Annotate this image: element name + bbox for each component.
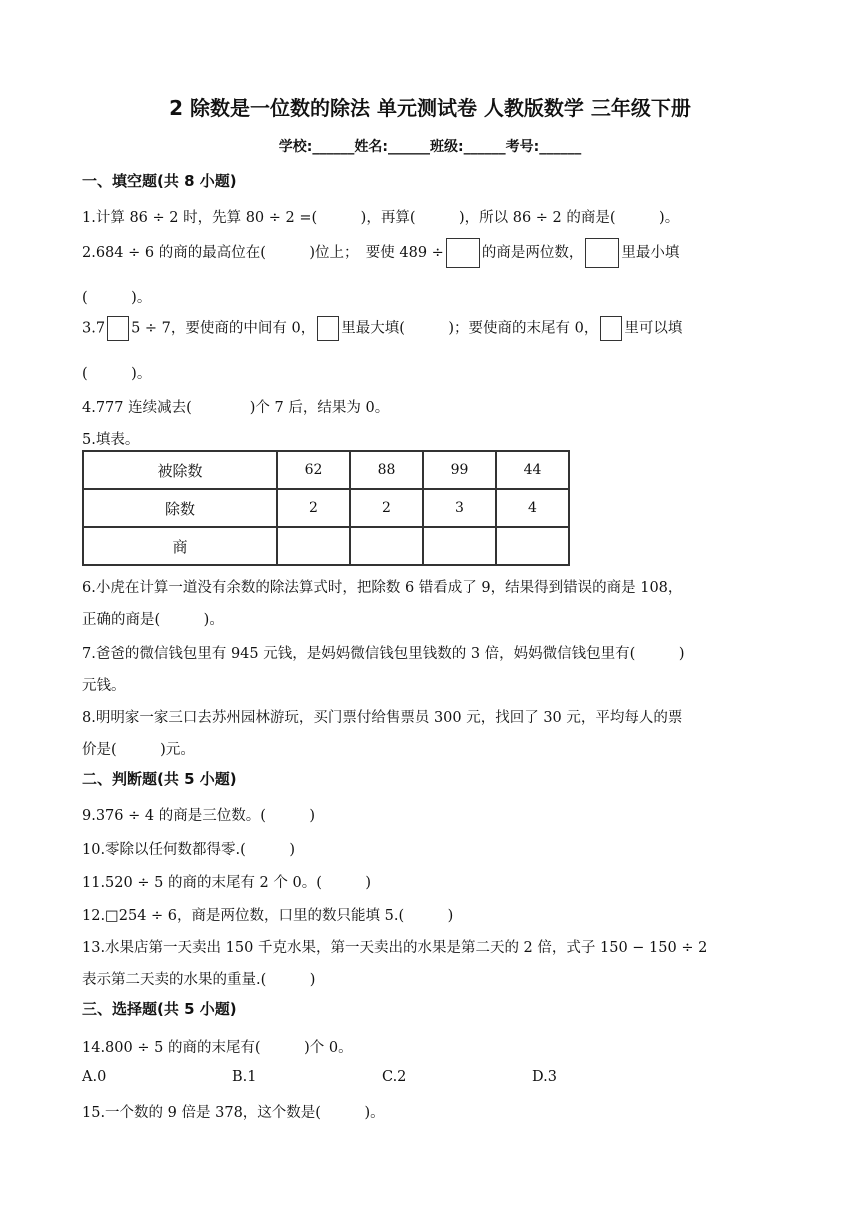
table-cell: 3 [423, 489, 496, 527]
table-cell: 99 [423, 451, 496, 489]
question-12: 12.□254 ÷ 6，商是两位数，口里的数只能填 5.( ) [82, 908, 454, 924]
option-d[interactable]: D.3 [532, 1069, 557, 1085]
question-13-line-1: 13.水果店第一天卖出 150 千克水果，第一天卖出的水果是第二天的 2 倍，式子 150 − 150 ÷ 2 [82, 940, 708, 956]
question-2-part-a: 2.684 ÷ 6 的商的最高位在( )位上； 要使 489 ÷ [82, 245, 444, 261]
section-fill-blank: 一、填空题(共 8 小题) [82, 172, 237, 190]
question-3-blank: ( )。 [82, 366, 152, 382]
question-1: 1.计算 86 ÷ 2 时，先算 80 ÷ 2 =( )，再算( )，所以 86 ÷ 2 的商是( )。 [82, 210, 680, 226]
question-15: 15.一个数的 9 倍是 378，这个数是( )。 [82, 1105, 385, 1121]
question-3-part-d: 里可以填 [624, 320, 683, 337]
section-multiple-choice: 三、选择题(共 5 小题) [82, 1000, 237, 1018]
question-8-line-2: 价是( )元。 [82, 742, 195, 758]
question-4: 4.777 连续减去( )个 7 后，结果为 0。 [82, 400, 390, 416]
answer-box[interactable] [107, 316, 129, 341]
table-cell: 商 [83, 527, 277, 565]
table-cell: 44 [496, 451, 569, 489]
question-7-line-2: 元钱。 [82, 678, 126, 694]
page-title: 2 除数是一位数的除法 单元测试卷 人教版数学 三年级下册 [169, 96, 691, 120]
answer-cell[interactable] [423, 527, 496, 565]
answer-box[interactable] [585, 238, 619, 268]
question-2-blank: ( )。 [82, 290, 152, 306]
table-row [83, 451, 569, 489]
option-b[interactable]: B.1 [232, 1069, 257, 1085]
question-2-part-c: 里最小填 [621, 245, 680, 261]
table-cell: 2 [277, 489, 350, 527]
question-14: 14.800 ÷ 5 的商的末尾有( )个 0。 [82, 1040, 353, 1056]
table-cell: 2 [350, 489, 423, 527]
question-2-part-b: 的商是两位数， [481, 245, 584, 261]
table-cell: 4 [496, 489, 569, 527]
question-13-line-2: 表示第二天卖的水果的重量.( ) [82, 972, 316, 988]
option-c[interactable]: C.2 [382, 1069, 407, 1085]
question-6-line-2: 正确的商是( )。 [82, 612, 224, 628]
question-3-part-c: 里最大填( )；要使商的末尾有 0， [341, 320, 599, 337]
question-6-line-1: 6.小虎在计算一道没有余数的除法算式时，把除数 6 错看成了 9，结果得到错误的商是 108， [82, 580, 683, 596]
table-cell: 被除数 [83, 451, 277, 489]
option-a[interactable]: A.0 [82, 1069, 107, 1085]
question-3-part-a: 3.7 [82, 320, 106, 337]
answer-cell[interactable] [350, 527, 423, 565]
question-11: 11.520 ÷ 5 的商的末尾有 2 个 0。( ) [82, 875, 372, 891]
question-10: 10.零除以任何数都得零.( ) [82, 842, 295, 858]
answer-cell[interactable] [496, 527, 569, 565]
table-row [83, 527, 569, 565]
table-cell: 88 [350, 451, 423, 489]
section-true-false: 二、判断题(共 5 小题) [82, 770, 237, 788]
question-3 [82, 316, 682, 341]
question-8-line-1: 8.明明家一家三口去苏州园林游玩，买门票付给售票员 300 元，找回了 30 元，平均每人的票 [82, 710, 683, 726]
answer-box[interactable] [317, 316, 339, 341]
question-9: 9.376 ÷ 4 的商是三位数。( ) [82, 808, 316, 824]
question-2 [82, 238, 679, 268]
table-cell: 62 [277, 451, 350, 489]
answer-cell[interactable] [277, 527, 350, 565]
answer-box[interactable] [600, 316, 622, 341]
question-3-part-b: 5 ÷ 7，要使商的中间有 0， [131, 320, 316, 337]
answer-box[interactable] [446, 238, 480, 268]
division-table [82, 450, 570, 566]
question-7-line-1: 7.爸爸的微信钱包里有 945 元钱，是妈妈微信钱包里钱数的 3 倍，妈妈微信钱包里有( ) [82, 646, 685, 662]
student-info-line: 学校:______姓名:______班级:______考号:______ [278, 139, 582, 155]
table-cell: 除数 [83, 489, 277, 527]
table-row [83, 489, 569, 527]
question-5: 5.填表。 [82, 432, 140, 448]
